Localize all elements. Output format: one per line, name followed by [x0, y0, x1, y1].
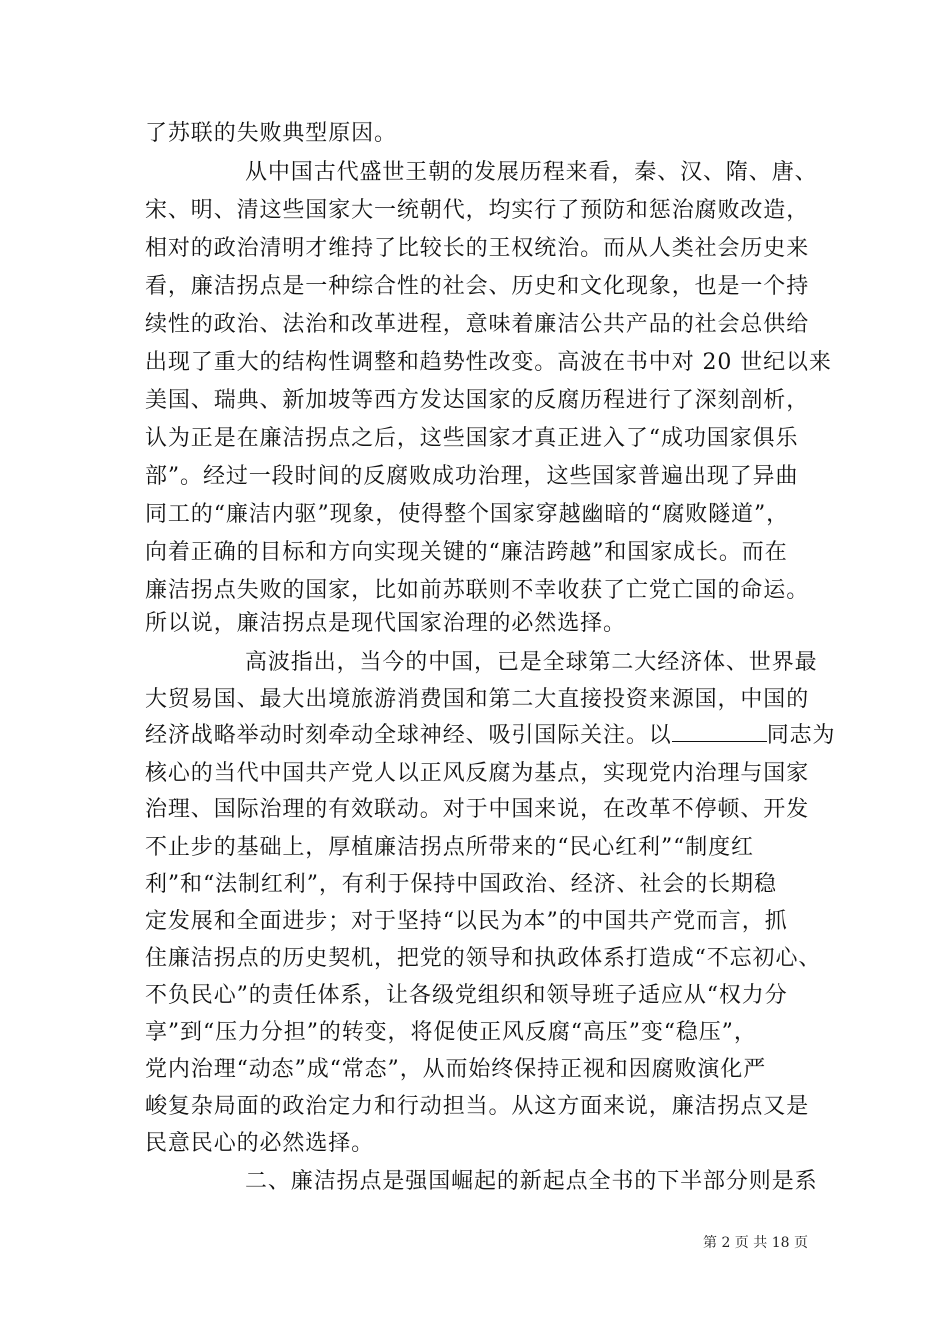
text-line: 出现了重大的结构性调整和趋势性改变。高波在书中对 20 世纪以来 — [145, 350, 832, 375]
page-number: 第 2 页 共 18 页 — [703, 1235, 808, 1251]
text-line: 住廉洁拐点的历史契机，把党的领导和执政体系打造成“不忘初心、 — [145, 946, 822, 971]
text-line: 相对的政治清明才维持了比较长的王权统治。而从人类社会历史来 — [145, 236, 810, 261]
text-line: 大贸易国、最大出境旅游消费国和第二大直接投资来源国，中国的 — [145, 687, 810, 712]
text-line: 核心的当代中国共产党人以正风反腐为基点，实现党内治理与国家 — [145, 761, 810, 786]
blank-underline — [672, 724, 767, 742]
text-line: 峻复杂局面的政治定力和行动担当。从这方面来说，廉洁拐点又是 — [145, 1094, 810, 1119]
text-line: 不负民心”的责任体系，让各级党组织和领导班子适应从“权力分 — [145, 983, 788, 1008]
text-segment: 经济战略举动时刻牵动全球神经、吸引国际关注。以 — [145, 723, 672, 748]
text-line: 续性的政治、法治和改革进程，意味着廉洁公共产品的社会总供给 — [145, 312, 810, 337]
text-line: 民意民心的必然选择。 — [145, 1131, 375, 1156]
text-line: 治理、国际治理的有效联动。对于中国来说，在改革不停顿、开发 — [145, 797, 810, 822]
text-line: 看，廉洁拐点是一种综合性的社会、历史和文化现象，也是一个持 — [145, 274, 810, 299]
text-line-with-blank — [145, 717, 836, 754]
text-line: 党内治理“动态”成“常态”，从而始终保持正视和因腐败演化严 — [145, 1057, 767, 1082]
text-line: 美国、瑞典、新加坡等西方发达国家的反腐历程进行了深刻剖析， — [145, 388, 810, 413]
paragraph-start: 从中国古代盛世王朝的发展历程来看，秦、汉、隋、唐、 — [245, 160, 818, 185]
text-line: 利”和“法制红利”，有利于保持中国政治、经济、社会的长期稳 — [145, 872, 777, 897]
text-line: 享”到“压力分担”的转变，将促使正风反腐“高压”变“稳压”， — [145, 1020, 757, 1045]
section-heading-line: 二、廉洁拐点是强国崛起的新起点全书的下半部分则是系 — [245, 1169, 818, 1194]
text-line: 定发展和全面进步；对于坚持“以民为本”的中国共产党而言，抓 — [145, 909, 788, 934]
text-line: 不止步的基础上，厚植廉洁拐点所带来的“民心红利”“制度红 — [145, 835, 754, 860]
text-line: 向着正确的目标和方向实现关键的“廉洁跨越”和国家成长。而在 — [145, 540, 788, 565]
text-line: 部”。经过一段时间的反腐败成功治理，这些国家普遍出现了异曲 — [145, 464, 799, 489]
text-line: 宋、明、清这些国家大一统朝代，均实行了预防和惩治腐败改造， — [145, 198, 810, 223]
text-line: 所以说，廉洁拐点是现代国家治理的必然选择。 — [145, 611, 626, 636]
text-line: 廉洁拐点失败的国家，比如前苏联则不幸收获了亡党亡国的命运。 — [145, 578, 810, 603]
text-line: 了苏联的失败典型原因。 — [145, 121, 397, 146]
text-line: 认为正是在廉洁拐点之后，这些国家才真正进入了“成功国家俱乐 — [145, 426, 799, 451]
text-line: 同工的“廉洁内驱”现象，使得整个国家穿越幽暗的“腐败隧道”， — [145, 502, 789, 527]
text-segment: 同志为 — [766, 723, 836, 748]
paragraph-start: 高波指出，当今的中国，已是全球第二大经济体、世界最 — [245, 650, 818, 675]
